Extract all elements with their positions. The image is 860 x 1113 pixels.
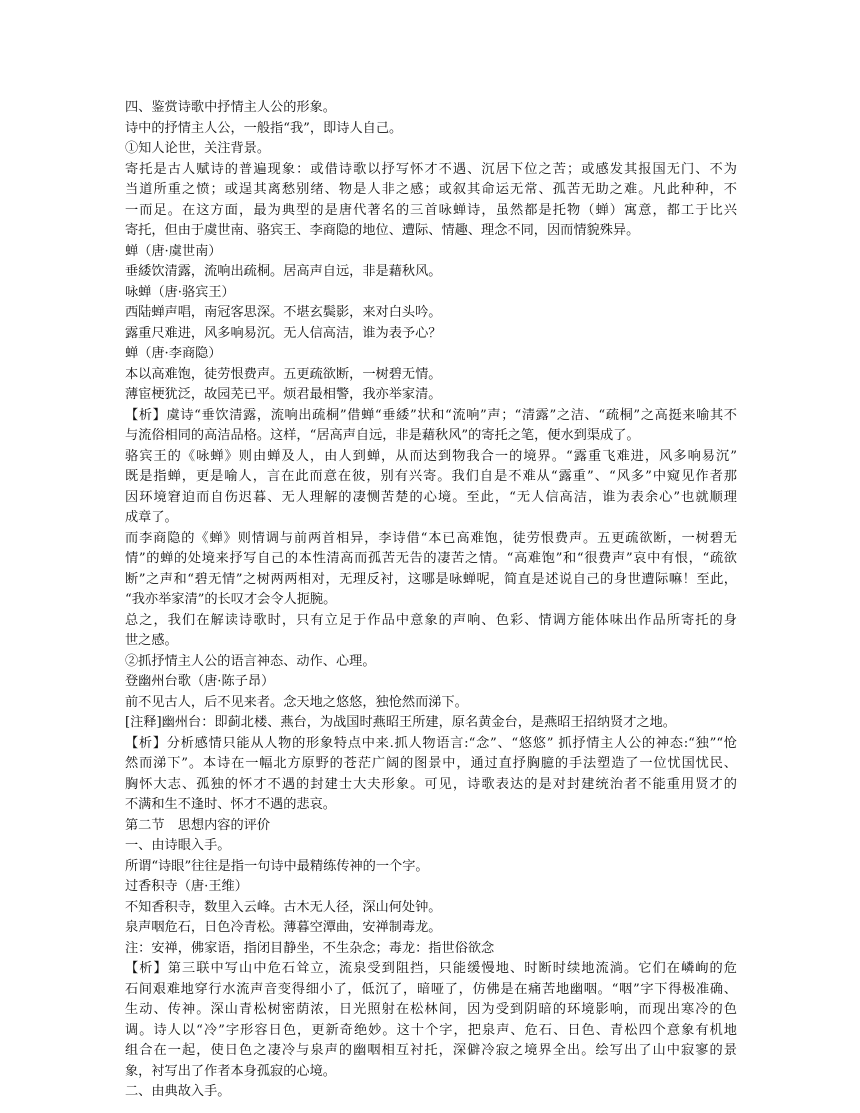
text-line: 咏蝉（唐·骆宾王） [125,284,235,300]
text-line: 过香积寺（唐·王维） [125,879,248,894]
text-line: 当道所重之愤；或逞其离愁别绪、物是人非之感；或叙其命运无常、孤苦无助之难。凡此种种，不 [125,182,737,197]
text-line: 二、由典故入手。 [125,1084,231,1099]
text-line: 第二节 思想内容的评价 [125,817,271,833]
text-line: 不满和生不逢时、怀才不遇的悲哀。 [125,797,336,812]
text-line: 四、鉴赏诗歌中抒情主人公的形象。 [125,100,336,115]
text-line: 胸怀大志、孤独的怀才不遇的封建士大夫形象。可见，诗歌表达的是对封建统治者不能重用贤才的 [125,776,737,792]
text-line: 【析】虞诗“垂饮清露，流响出疏桐”借蝉“垂緌”状和“流响”声；“清露”之洁、“疏桐”之高挺来喻其不 [125,407,737,423]
text-line: 【析】第三联中写山中危石耸立，流泉受到阻挡，只能缓慢地、时断时续地流淌。它们在嶙峋的危 [125,961,737,976]
text-line: 调。诗人以“冷”字形容日色，更新奇绝妙。这十个字，把泉声、危石、日色、青松四个意象有机地 [125,1022,737,1038]
text-line: 蝉（唐·虞世南） [125,243,222,259]
text-line: 一、由诗眼入手。 [125,838,231,853]
text-line: “我亦举家清”的长叹才会令人扼腕。 [125,592,337,607]
text-line: 露重尺难进，风多响易沉。无人信高洁，谁为表予心？ [125,325,442,341]
text-line: 而李商隐的《蝉》则情调与前两首相异，李诗借“本已高难饱，徒劳恨费声。五更疏欲断，一树碧无 [125,530,737,546]
text-line: 本以高难饱，徒劳恨费声。五更疏欲断，一树碧无情。 [125,366,442,382]
text-line: 所谓“诗眼”往往是指一句诗中最精练传神的一个字。 [125,858,429,874]
text-line: 薄宦梗犹泛，故园芜已平。烦君最相警，我亦举家清。 [125,387,442,402]
text-line: 诗中的抒情主人公，一般指“我”，即诗人自己。 [125,120,403,136]
text-line: 注：安禅，佛家语，指闭目静坐，不生杂念；毒龙：指世俗欲念 [125,940,495,956]
text-line: 石间艰难地穿行水流声音变得细小了，低沉了，暗哑了，仿佛是在痛苦地幽咽。“咽”字下得极准确、 [125,981,737,997]
text-line: 泉声咽危石，日色冷青松。薄暮空潭曲，安禅制毒龙。 [125,920,442,935]
text-line: 生动、传神。深山青松树密荫浓，日光照射在松林间，因为受到阴暗的环境影响，而现出寒冷的色 [125,1002,737,1017]
document-page [125,98,737,1103]
text-line: 因环境窘迫而自伤迟暮、无人理解的凄恻苦楚的心境。至此，“无人信高洁，谁为表余心”也就顺理 [125,489,737,505]
text-line: [注释]幽州台：即蓟北楼、燕台，为战国时燕昭王所建，原名黄金台，是燕昭王招纳贤才之地。 [125,715,676,730]
text-line: 组合在一起，使日色之凄冷与泉声的幽咽相互衬托，深僻冷寂之境界全出。绘写出了山中寂寥的景 [125,1043,737,1058]
text-line: 前不见古人，后不见来者。念天地之悠悠，独怆然而涕下。 [125,694,468,710]
text-line: 象，衬写出了作者本身孤寂的心境。 [125,1063,336,1079]
text-line: 寄托是古人赋诗的普遍现象：或借诗歌以抒写怀才不遇、沉居下位之苦；或感发其报国无门、不为 [125,161,737,177]
text-line: 寄托，但由于虞世南、骆宾王、李商隐的地位、遭际、情趣、理念不同，因而情貌殊异。 [125,223,640,238]
text-line: 情”的蝉的处境来抒写自己的本性清高而孤苦无告的凄苦之情。“高难饱”和“很费声”哀中有恨，“疏欲 [125,551,737,566]
text-line: 一而足。在这方面，最为典型的是唐代著名的三首咏蝉诗，虽然都是托物（蝉）寓意，都工于比兴 [125,202,737,218]
text-line: 世之感。 [125,633,178,648]
text-line: ②抓抒情主人公的语言神态、动作、心理。 [125,653,376,669]
text-line: 既是指蝉，更是喻人，言在此而意在彼，别有兴寄。我们自是不难从“露重”、“风多”中窥见作者那 [125,469,737,484]
text-line: 骆宾王的《咏蝉》则由蝉及人，由人到蝉，从而达到物我合一的境界。“露重飞难进，风多响易沉” [125,448,737,464]
text-line: 成章了。 [125,510,178,525]
text-line: 蝉（唐·李商隐） [125,346,222,361]
text-line: 【析】分析感情只能从人物的形象特点中来.抓人物语言:“念”、“悠悠” 抓抒情主人公的神态:“独”“怆 [125,735,737,751]
text-line: 断”之声和“碧无情”之树两两相对，无理反衬，这哪是咏蝉呢，简直是述说自己的身世遭际嘛！至此， [125,571,737,587]
text-line: 不知香积寺，数里入云峰。古木无人径，深山何处钟。 [125,899,442,915]
text-line: ①知人论世，关注背景。 [125,141,271,156]
text-line: 登幽州台歌（唐·陈子昂） [125,674,275,689]
text-line: 垂緌饮清露，流响出疏桐。居高声自远，非是藉秋风。 [125,264,442,279]
text-line: 与流俗相同的高洁品格。这样，“居高声自远，非是藉秋风”的寄托之笔，便水到渠成了。 [125,428,640,443]
text-line: 总之，我们在解读诗歌时，只有立足于作品中意象的声响、色彩、情调方能体味出作品所寄托的身 [125,612,737,628]
text-line: 西陆蝉声唱，南冠客思深。不堪玄鬓影，来对白头吟。 [125,305,442,320]
text-line: 然而涕下”。本诗在一幅北方原野的苍茫广阔的图景中，通过直抒胸臆的手法塑造了一位忧国忧民、 [125,756,737,771]
